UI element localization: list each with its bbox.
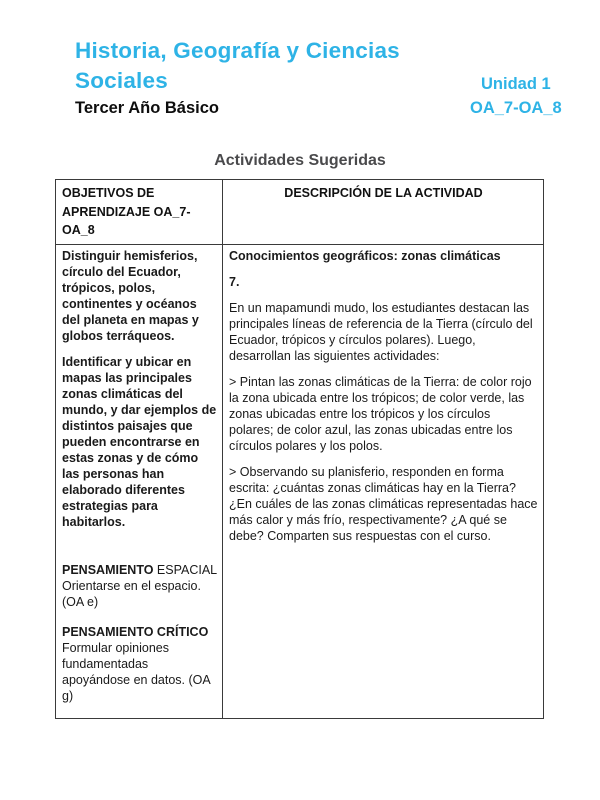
table-header-row: [56, 180, 544, 245]
activities-table: [55, 179, 544, 719]
course-title: Historia, Geografía y Ciencias Sociales: [75, 38, 400, 93]
objective-paragraph-1: Distinguir hemisferios, círculo del Ecuador, trópicos, polos, continentes y océanos del planeta en mapas y globos terráqueos.: [62, 248, 199, 343]
activity-bullet-2: > Observando su planisferio, responden en forma escrita: ¿cuántas zonas climáticas hay en la Tierra? ¿En cuáles de las zonas climáticas representadas hace más calor y más frío, respectivamente? ¿A qué se debe? Comparten sus respuestas con el curso.: [229, 464, 538, 543]
activity-intro: En un mapamundi mudo, los estudiantes destacan las principales líneas de referencia de la Tierra (círculo del Ecuador, trópicos y círculos polares). Luego, desarrollan las siguientes actividades:: [229, 300, 533, 363]
course-grade: Tercer Año Básico: [75, 99, 219, 117]
header-meta: [470, 72, 562, 120]
activity-topic: Conocimientos geográficos: zonas climáticas: [229, 248, 501, 263]
activity-cell: [223, 244, 544, 718]
oa-codes-label: OA_7-OA_8: [470, 99, 562, 117]
table-body-row: [56, 244, 544, 718]
activity-number: 7.: [229, 274, 240, 289]
document-header: [75, 36, 562, 120]
thinking-spatial-paragraph: [62, 562, 217, 610]
thinking-spatial-label: PENSAMIENTO: [62, 562, 154, 577]
thinking-spatial-text: ESPACIAL Orientarse en el espacio. (OA e): [62, 562, 217, 609]
objectives-column-header: OBJETIVOS DE APRENDIZAJE OA_7-OA_8: [56, 180, 223, 245]
thinking-critical-label: PENSAMIENTO CRÍTICO: [62, 624, 209, 639]
thinking-critical-text: Formular opiniones fundamentadas apoyándose en datos. (OA g): [62, 640, 211, 703]
header-left: [75, 36, 470, 120]
unit-label: Unidad 1: [481, 75, 551, 93]
section-title: Actividades Sugeridas: [214, 152, 386, 169]
activity-column-header: DESCRIPCIÓN DE LA ACTIVIDAD: [223, 180, 544, 245]
activity-bullet-1: > Pintan las zonas climáticas de la Tierra: de color rojo la zona ubicada entre los trópicos; de color verde, las zonas ubicadas entre los trópicos y los círculos polares; de color azul, las zonas ubicadas entre los círculos polares y los polos.: [229, 374, 532, 453]
objective-paragraph-2: Identificar y ubicar en mapas las principales zonas climáticas del mundo, y dar ejemplos de distintos paisajes que pueden encontrarse en estas zonas y de cómo las personas han elaborado diferentes estrategias para habitarlos.: [62, 354, 217, 529]
objectives-cell: [56, 244, 223, 718]
thinking-critical-paragraph: [62, 624, 217, 704]
